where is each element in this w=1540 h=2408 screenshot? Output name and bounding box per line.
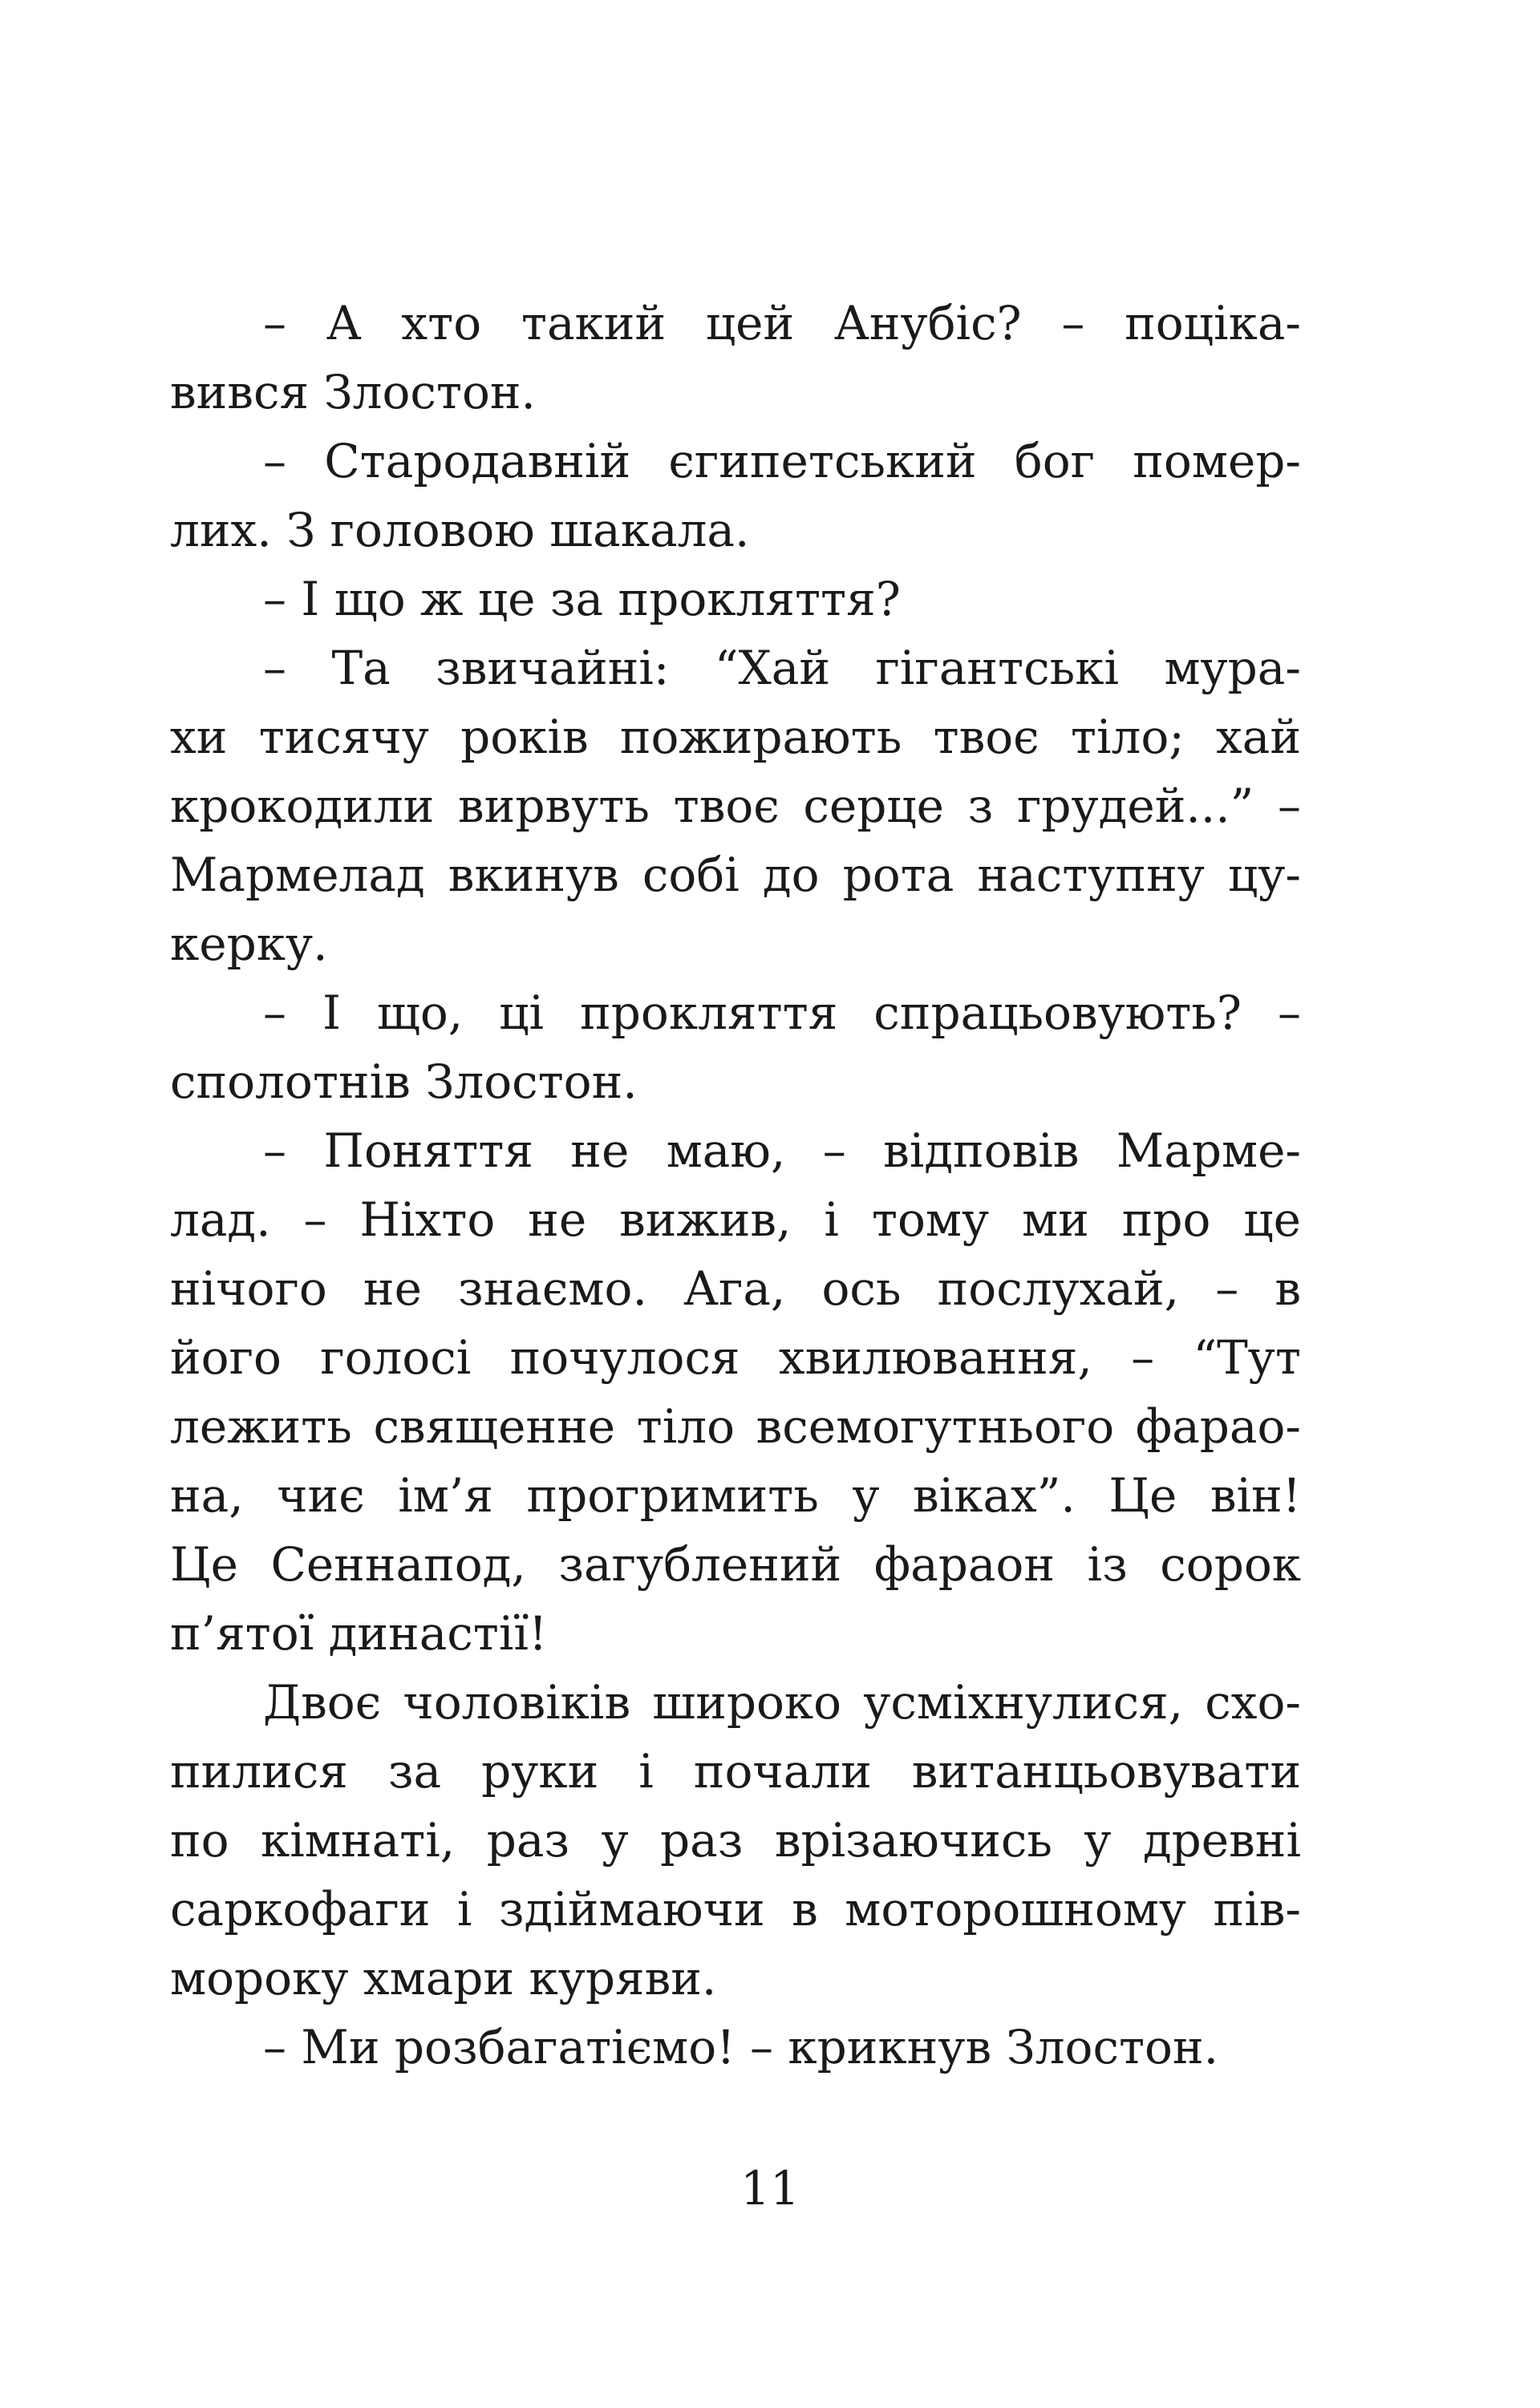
text-line: по кімнаті, раз у раз врізаючись у древні: [170, 1813, 1301, 1868]
text-line: – Та звичайні: “Хай гігантські мура-: [263, 641, 1301, 695]
text-line: – Ми розбагатіємо! – крикнув Злостон.: [263, 2020, 1219, 2074]
text-line: мороку хмари куряви.: [170, 1951, 717, 2005]
text-line: хи тисячу років пожирають твоє тіло; хай: [170, 710, 1301, 764]
text-line: саркофаги і здіймаючи в моторошному пів-: [170, 1882, 1301, 1937]
text-line: – Стародавній єгипетський бог помер-: [263, 434, 1301, 488]
text-line: Це Сеннапод, загублений фараон із сорок: [170, 1537, 1301, 1592]
text-line: його голосі почулося хвилювання, – “Тут: [170, 1330, 1301, 1385]
text-line: Мармелад вкинув собі до рота наступну цу-: [170, 848, 1301, 902]
page-number: 11: [740, 2161, 800, 2216]
text-line: пилися за руки і почали витанцьовувати: [170, 1744, 1301, 1799]
text-line: лих. З головою шакала.: [170, 503, 750, 557]
text-line: сполотнів Злостон.: [170, 1054, 638, 1109]
text-line: лад. – Ніхто не вижив, і тому ми про це: [170, 1192, 1301, 1247]
text-line: – І що ж це за прокляття?: [263, 572, 901, 626]
text-line: керку.: [170, 917, 328, 971]
text-line: – Поняття не маю, – відповів Марме-: [263, 1123, 1301, 1178]
text-line: – І що, ці прокляття спрацьовують? –: [263, 985, 1301, 1040]
text-line: на, чиє ім’я прогримить у віках”. Це він!: [170, 1468, 1301, 1523]
text-line: лежить священне тіло всемогутнього фарао-: [170, 1399, 1301, 1454]
text-line: нічого не знаємо. Ага, ось послухай, – в: [170, 1261, 1301, 1316]
text-line: – А хто такий цей Анубіс? – поціка-: [263, 296, 1301, 350]
text-line: Двоє чоловіків широко усміхнулися, схо-: [263, 1675, 1301, 1730]
text-line: крокодили вирвуть твоє серце з грудей...” –: [170, 779, 1301, 833]
text-line: п’ятої династії!: [170, 1606, 548, 1661]
body-text: [170, 289, 1301, 2082]
text-line: вився Злостон.: [170, 365, 536, 419]
